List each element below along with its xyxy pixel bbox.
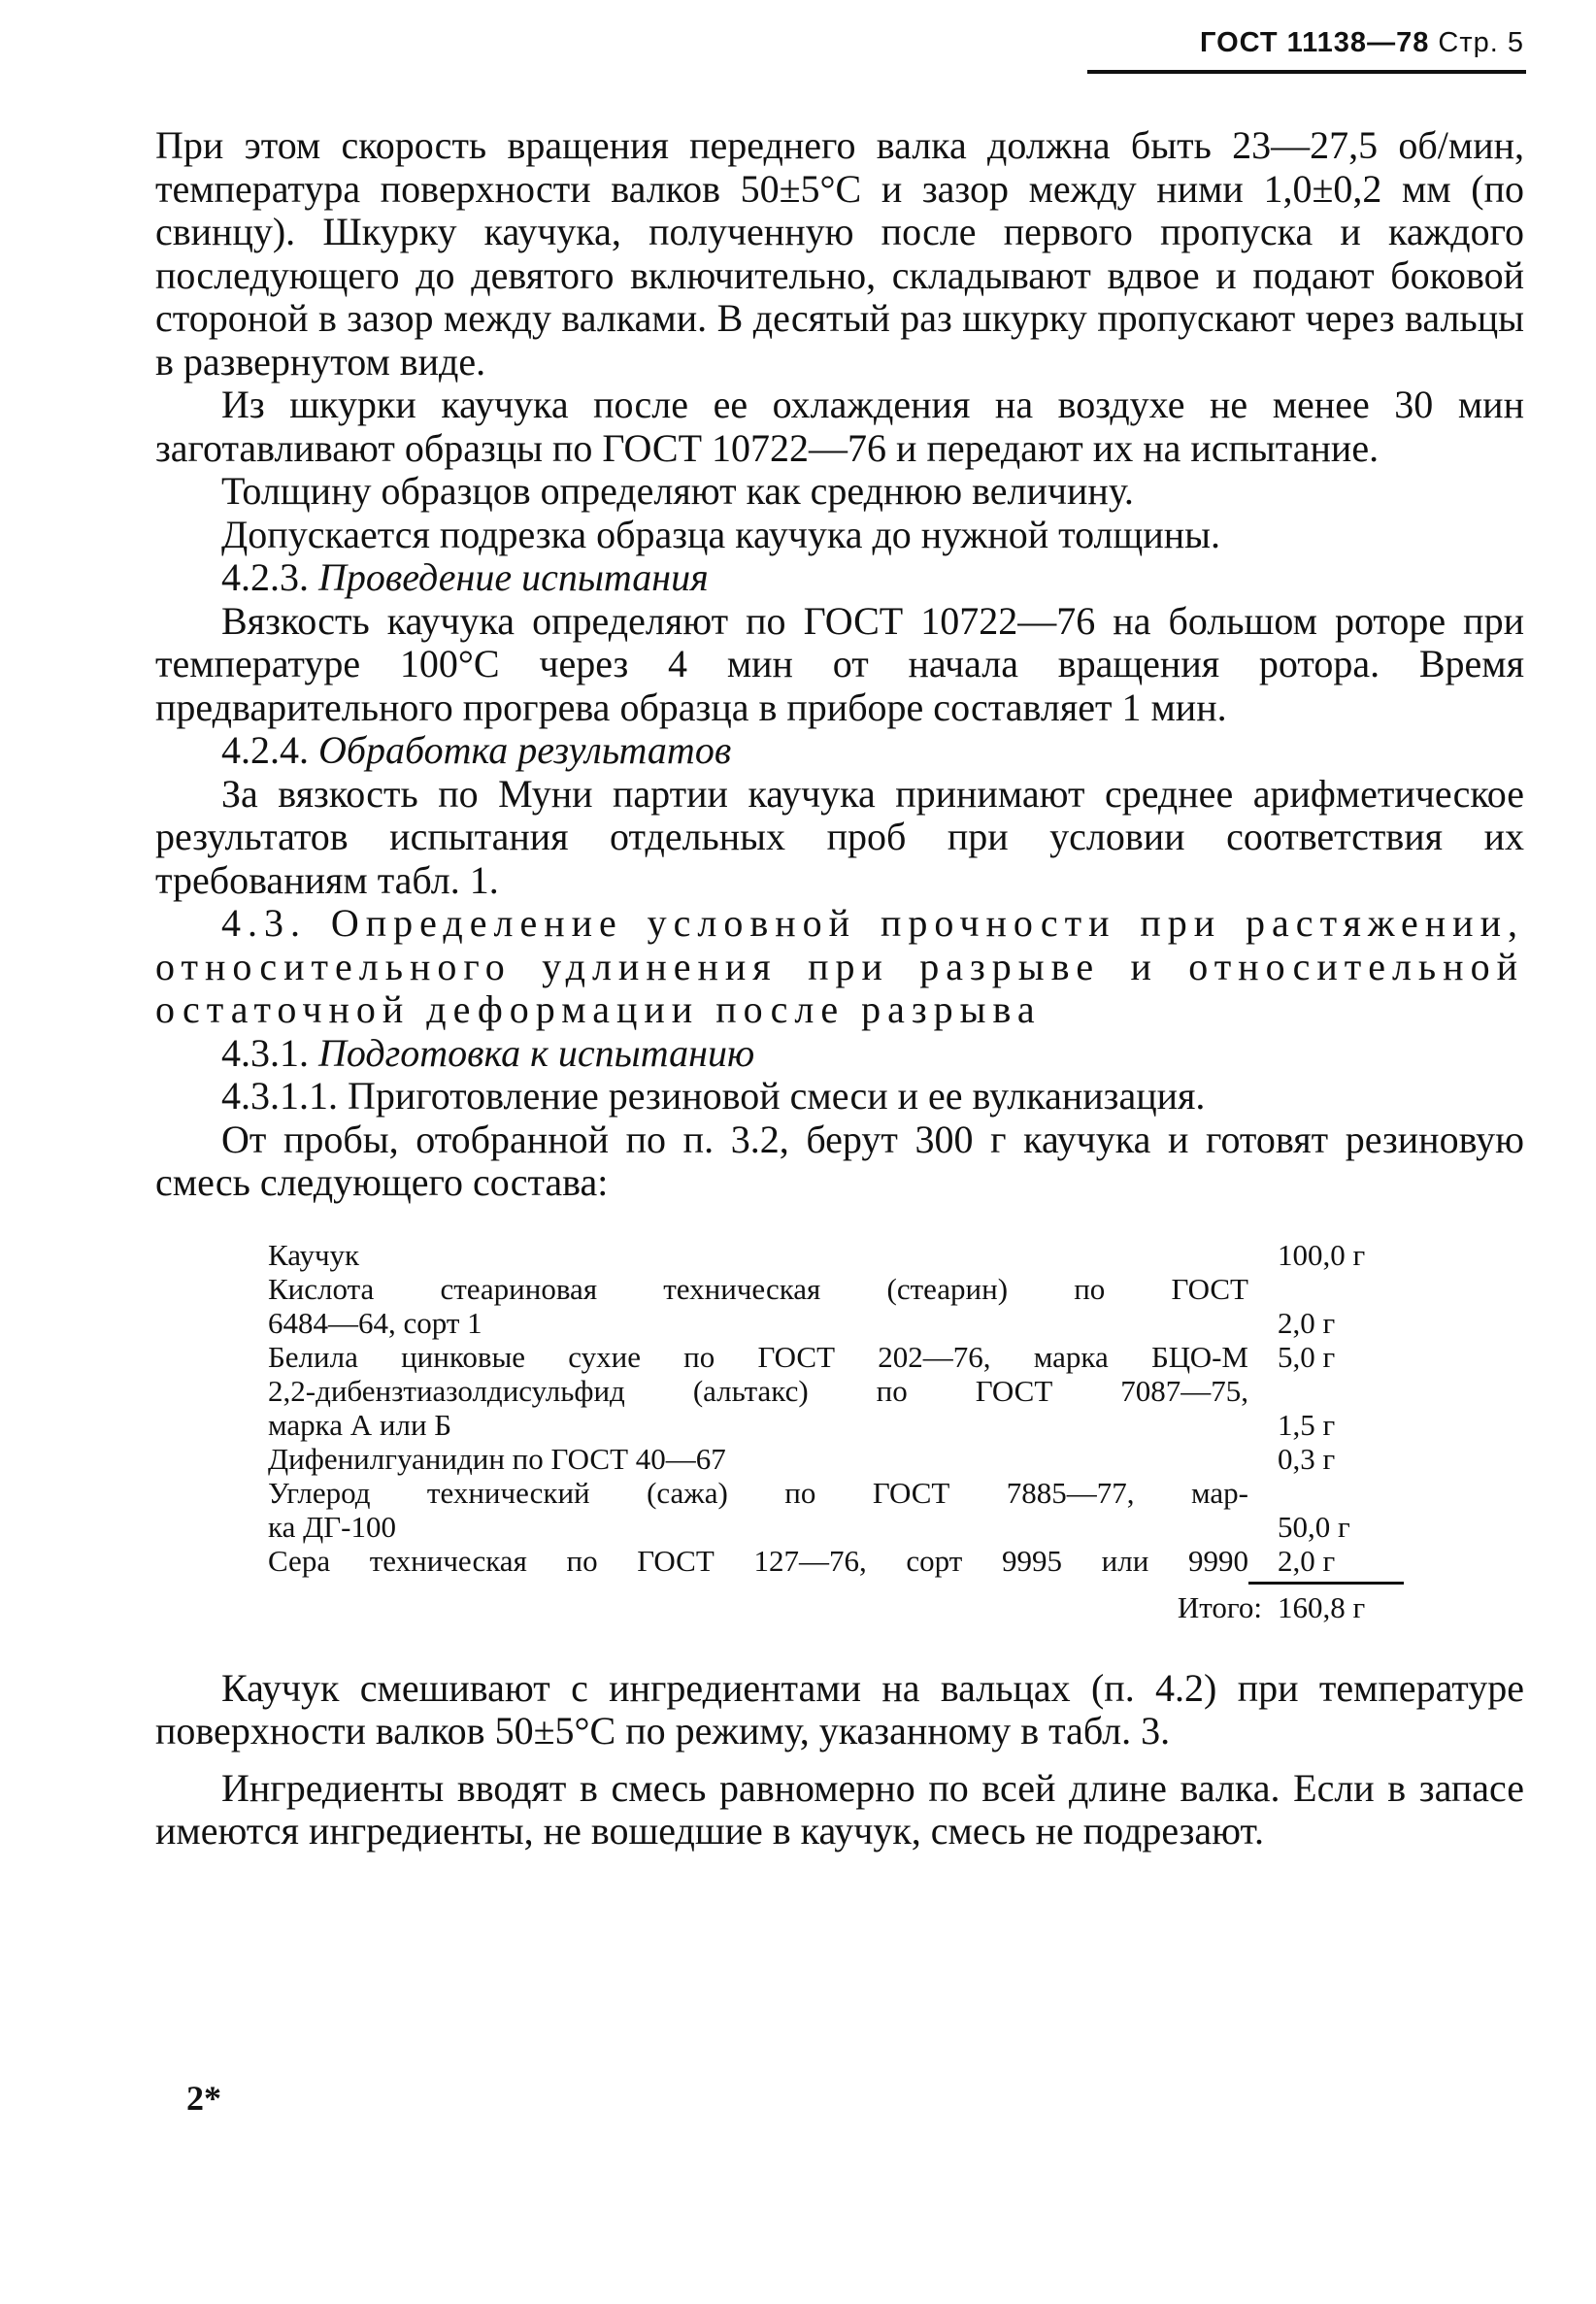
heading-number: 4.2.4.: [221, 728, 309, 772]
page-header: [1078, 27, 1524, 59]
recipe-ingredient: Белила цинковые сухие по ГОСТ 202—76, марка БЦО-М: [268, 1339, 1248, 1374]
paragraph-mooney: За вязкость по Муни партии каучука принимают среднее арифметическое результатов испытания отдельных проб при условии соответствия их требованиям табл. 1.: [155, 771, 1524, 902]
recipe-amount: 2,0 г: [1278, 1543, 1336, 1578]
recipe-amount: 2,0 г: [1278, 1305, 1336, 1340]
paragraph-mixing: Каучук смешивают с ингредиентами на вальцах (п. 4.2) при температуре поверхности валков 50±5°С по режиму, указанному в табл. 3.: [155, 1665, 1524, 1753]
recipe-ingredient: Каучук: [268, 1237, 360, 1272]
recipe-amount: 100,0 г: [1278, 1237, 1366, 1272]
heading-4-3-1: [155, 1032, 1524, 1076]
recipe-ingredient: Кислота стеариновая техническая (стеарин) по ГОСТ: [268, 1271, 1248, 1306]
recipe-row: [268, 1544, 1404, 1578]
recipe-row: [268, 1442, 1404, 1476]
recipe-row: [268, 1408, 1404, 1442]
paragraph-trimming: Допускается подрезка образца каучука до нужной толщины.: [221, 512, 1221, 556]
recipe-row: [268, 1306, 1404, 1340]
paragraph-rolling-conditions: При этом скорость вращения переднего валка должна быть 23—27,5 об/мин, температура поверхности валков 50±5°С и зазор между ними 1,0±0,2 мм (по свинцу). Шкурку каучука, полученную после первого пропуска и каждого последующего до девятого включительно, складывают вдвое и подают боковой стороной в зазор между валками. В десятый раз шкурку пропускают через вальцы в развернутом виде.: [155, 123, 1524, 384]
document-body: [155, 124, 1524, 1853]
recipe-ingredient: 2,2-дибензтиазолдисульфид (альтакс) по ГОСТ 7087—75,: [268, 1373, 1248, 1408]
recipe-row: [268, 1272, 1404, 1306]
heading-4-3: 4.3. Определение условной прочности при растяжении, относительного удлинения при разрыве и относительной остаточной деформации после разрыва: [155, 901, 1524, 1031]
heading-4-2-3: [155, 556, 1524, 600]
paragraph-ingredients: Ингредиенты вводят в смесь равномерно по всей длине валка. Если в запасе имеются ингредиенты, не вошедшие в каучук, смесь не подрезают.: [155, 1765, 1524, 1853]
recipe-ingredient: 6484—64, сорт 1: [268, 1305, 482, 1340]
signature-mark: 2*: [186, 2079, 221, 2118]
recipe-table: [268, 1238, 1404, 1624]
recipe-row: [268, 1374, 1404, 1408]
heading-4-2-4: [155, 729, 1524, 773]
page-number: Стр. 5: [1438, 27, 1524, 58]
recipe-total: [268, 1590, 1404, 1624]
paragraph-4-3-1-1: 4.3.1.1. Приготовление резиновой смеси и ее вулканизация.: [221, 1074, 1206, 1118]
recipe-ingredient: марка А или Б: [268, 1407, 452, 1442]
paragraph-sample-prep: Из шкурки каучука после ее охлаждения на воздухе не менее 30 мин заготавливают образцы по ГОСТ 10722—76 и передают их на испытание.: [155, 383, 1524, 470]
heading-number: 4.2.3.: [221, 555, 309, 599]
recipe-amount: 5,0 г: [1278, 1339, 1336, 1374]
recipe-row: [268, 1340, 1404, 1374]
recipe-amount: 0,3 г: [1278, 1441, 1336, 1476]
recipe-row: [268, 1238, 1404, 1272]
recipe-ingredient: Углерод технический (сажа) по ГОСТ 7885—77, мар-: [268, 1475, 1248, 1510]
heading-title: Подготовка к испытанию: [318, 1030, 755, 1075]
paragraph-viscosity: Вязкость каучука определяют по ГОСТ 10722—76 на большом роторе при температуре 100°С через 4 мин от начала вращения ротора. Время предварительного прогрева образца в приборе составляет 1 мин.: [155, 598, 1524, 729]
recipe-amount: 1,5 г: [1278, 1407, 1336, 1442]
recipe-ingredient: Сера техническая по ГОСТ 127—76, сорт 9995 или 9990: [268, 1543, 1248, 1578]
header-rule: [1087, 70, 1526, 74]
recipe-row: [268, 1476, 1404, 1510]
total-label: Итого:: [1177, 1589, 1262, 1624]
paragraph-mixture-intro: От пробы, отобранной по п. 3.2, берут 300 г каучука и готовят резиновую смесь следующего состава:: [155, 1117, 1524, 1204]
heading-title: Обработка результатов: [318, 728, 732, 772]
recipe-ingredient: Дифенилгуанидин по ГОСТ 40—67: [268, 1441, 726, 1476]
heading-number: 4.3.1.: [221, 1030, 309, 1075]
recipe-amount: 50,0 г: [1278, 1509, 1350, 1544]
total-rule: [1248, 1582, 1404, 1585]
recipe-row: [268, 1510, 1404, 1544]
total-value: 160,8 г: [1278, 1589, 1366, 1624]
paragraph-thickness: Толщину образцов определяют как среднюю величину.: [221, 469, 1134, 513]
heading-title: Проведение испытания: [318, 555, 709, 599]
recipe-ingredient: ка ДГ-100: [268, 1509, 396, 1544]
standard-number: ГОСТ 11138—78: [1200, 27, 1430, 58]
